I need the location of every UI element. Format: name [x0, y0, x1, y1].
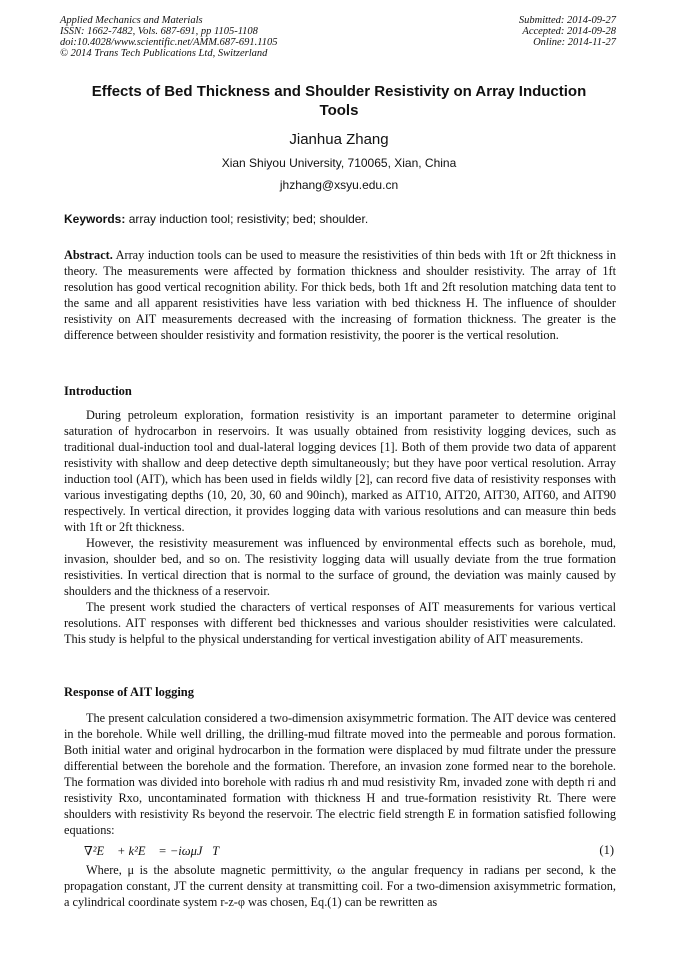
response-paragraph: The present calculation considered a two-dimension axisymmetric formation. The AIT device was centered in the borehole. While well drilling, the drilling-mud filtrate moved into the permeable and porous formation. Both initial water and original hydrocarbon in the formation were displaced by mud filtrate under the pressure differential between the borehole and the formation. Therefore, an invasion zone formed near to the borehole. The formation was divided into borehole with radius rh and mud resistivity Rm, invaded zone with depth ri and resistivity Rxo, uncontaminated formation with thickness H and true-formation resistivity Rt. There were shoulders with resistivity Rs beyond the reservoir. The electric field strength E in formation satisfied following equations:	[64, 711, 616, 837]
intro-paragraph: During petroleum exploration, formation resistivity is an important parameter to determine original saturation of hydrocarbon in reservoirs. It was usually obtained from resistivity logging devices, such as traditional dual-induction tool and dual-lateral logging devices [1]. Both of them provide two data of apparent resistivity with shallow and deep detective depth simultaneously; but they have poor vertical resolution. Array induction tool (AIT), which has been used in fields wildly [2], can record five data of resistivity responses with various investigating depths (10, 20, 30, 60 and 90inch), marked as AIT10, AIT20, AIT30, AIT60, and AIT90 respectively. In vertical direction, it provides logging data with various resolutions and can measure thin beds with 1ft or 2ft thickness.	[64, 408, 616, 534]
doi-line: doi:10.4028/www.scientific.net/AMM.687-691.1105	[60, 37, 278, 48]
abstract	[64, 247, 616, 343]
abstract-label: Abstract.	[64, 248, 113, 262]
section-heading-response: Response of AIT logging	[64, 685, 195, 699]
online-date: Online: 2014-11-27	[533, 37, 616, 48]
author-name: Jianhua Zhang	[289, 131, 389, 148]
response-body-continued	[64, 862, 616, 910]
author-affiliation: Xian Shiyou University, 710065, Xian, China	[221, 156, 457, 170]
intro-paragraph: The present work studied the characters of vertical responses of AIT measurements for various vertical resolutions. AIT responses with different bed thicknesses and various shoulder resistivities were calculated. This study is helpful to the physical understanding for vertical investigation ability of AIT measurements.	[64, 600, 616, 646]
paper-title: Effects of Bed Thickness and Shoulder Resistivity on Array Induction Tools	[91, 83, 587, 119]
response-body	[64, 710, 616, 838]
section-heading-introduction: Introduction	[64, 384, 132, 398]
accepted-date: Accepted: 2014-09-28	[522, 26, 616, 37]
author-email: jhzhang@xsyu.edu.cn	[279, 178, 399, 192]
introduction-body	[64, 407, 616, 647]
equation-number: (1)	[599, 843, 614, 857]
abstract-text: Array induction tools can be used to measure the resistivities of thin beds with 1ft or 2ft thickness in theory. The measurements were affected by formation thickness and shoulder resistivity. The array of 1ft resolution has good vertical recognition ability. For thick beds, both 1ft and 2ft resolution matching data tent to the same and all apparent resistivities have less variation with bed thickness H. The influence of shoulder resistivity on AIT measurements decreased with the increasing of formation thickness. The greater is the difference between shoulder resistivity and formation resistivity, the poorer is the vertical resolution.	[64, 248, 616, 342]
keywords-label: Keywords:	[64, 212, 126, 226]
submitted-date: Submitted: 2014-09-27	[518, 15, 616, 26]
issn-line: ISSN: 1662-7482, Vols. 687-691, pp 1105-1108	[60, 26, 258, 37]
publication-dates	[519, 15, 616, 48]
keywords	[64, 212, 616, 226]
response-paragraph: Where, μ is the absolute magnetic permittivity, ω the angular frequency in radians per second, k the propagation constant, JT the current density at transmitting coil. For a two-dimension axisymmetric formation, a cylindrical coordinate system r-z-φ was chosen, Eq.(1) can be rewritten as	[64, 863, 616, 909]
journal-info	[60, 15, 277, 59]
intro-paragraph: However, the resistivity measurement was influenced by environmental effects such as borehole, mud, invasion, shoulder bed, and so on. The resistivity logging data will usually deviate from the true formation resistivities. In vertical direction that is normal to the surface of ground, the deviation was mainly caused by shoulders and the thickness of a reservoir.	[64, 536, 616, 598]
copyright-line: © 2014 Trans Tech Publications Ltd, Switzerland	[60, 48, 268, 59]
keywords-text: array induction tool; resistivity; bed; shoulder.	[125, 212, 369, 226]
equation-1: ∇²E⃗ + k²E⃗ = −iωμJ⃗T	[84, 844, 220, 858]
journal-name: Applied Mechanics and Materials	[60, 15, 203, 26]
